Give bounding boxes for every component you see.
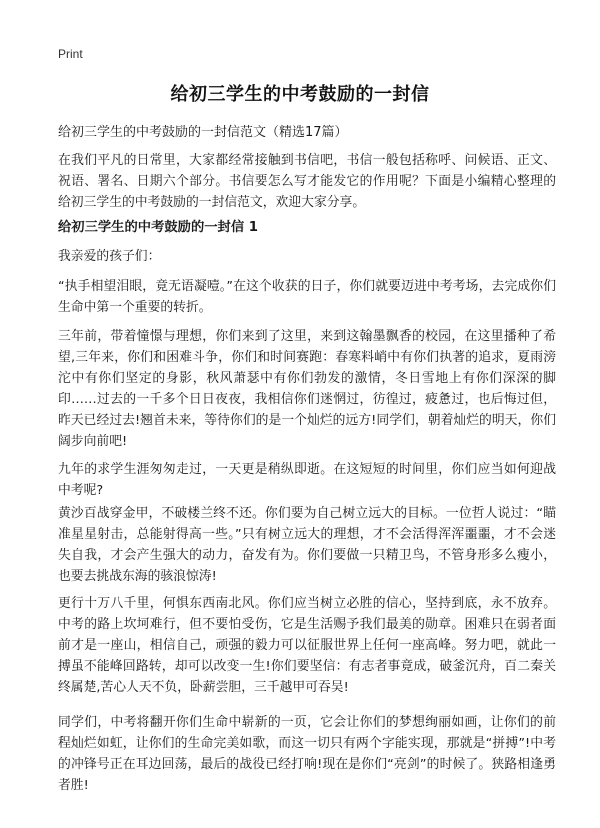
page-title: 给初三学生的中考鼓励的一封信	[170, 84, 430, 105]
body-paragraph-3: 九年的求学生涯匆匆走过，一天更是稍纵即逝。在这短短的时间里，你们应当如何迎战中考呢?	[58, 462, 556, 498]
body-paragraph-2: 三年前，带着憧憬与理想，你们来到了这里，来到这翰墨飘香的校园，在这里播种了希望,三年来，你们和困难斗争，你们和时间赛跑：春寒料峭中有你们执著的追求，夏雨滂沱中有你们坚定的身影，秋风萧瑟中有你们勃发的激情，冬日雪地上有你们深深的脚印……过去的一千多个日日夜夜，我相信你们迷惘过，彷徨过，疲惫过，也后悔过但，昨天已经过去!翘首未来，等待你们的是一个灿烂的远方!同学们，朝着灿烂的明天，你们阔步向前吧!	[58, 329, 556, 449]
salutation: 我亲爱的孩子们：	[58, 249, 161, 264]
body-paragraph-1: “执手相望泪眼，竟无语凝噎。”在这个收获的日子，你们就要迈进中考考场，去完成你们生命中第一个重要的转折。	[58, 279, 556, 315]
intro-paragraph: 在我们平凡的日常里，大家都经常接触到书信吧，书信一般包括称呼、问候语、正文、祝语、署名、日期六个部分。书信要怎么写才能发它的作用呢？下面是小编精心整理的给初三学生的中考鼓励的一封信范文，欢迎大家分享。	[58, 153, 556, 210]
body-paragraph-4: 黄沙百战穿金甲，不破楼兰终不还。你们要为自己树立远大的目标。一位哲人说过：“瞄准星星射击，总能射得高一些。”只有树立远大的理想，才不会活得浑浑噩噩，才不会迷失自我，才会产生强大的动力，奋发有为。你们要做一只精卫鸟，不管身形多么瘦小，也要去挑战东海的骇浪惊涛!	[58, 506, 556, 584]
subtitle: 给初三学生的中考鼓励的一封信范文（精选17篇）	[58, 125, 348, 140]
letter-heading: 给初三学生的中考鼓励的一封信 1	[58, 220, 259, 235]
body-paragraph-5: 更行十万八千里，何惧东西南北风。你们应当树立必胜的信心，坚持到底，永不放弃。中考的路上坎坷难行，但不要怕受伤，它是生活赐予我们最美的勋章。困难只在弱者面前才是一座山，相信自己，顽强的毅力可以征服世界上任何一座高峰。努力吧，就此一搏虽不能峰回路转，却可以改变一生!你们要坚信：有志者事竟成，破釜沉舟，百二秦关终属楚,苦心人天不负，卧薪尝胆，三千越甲可吞吴!	[58, 596, 556, 695]
print-link[interactable]: Print	[58, 47, 83, 61]
body-paragraph-6: 同学们，中考将翻开你们生命中崭新的一页，它会让你们的梦想绚丽如画，让你们的前程灿烂如虹，让你们的生命完美如歌，而这一切只有两个字能实现，那就是“拼搏”!中考的冲锋号正在耳边回荡，最后的战役已经打响!现在是你们“亮剑”的时候了。狭路相逢勇者胜!	[58, 715, 556, 793]
